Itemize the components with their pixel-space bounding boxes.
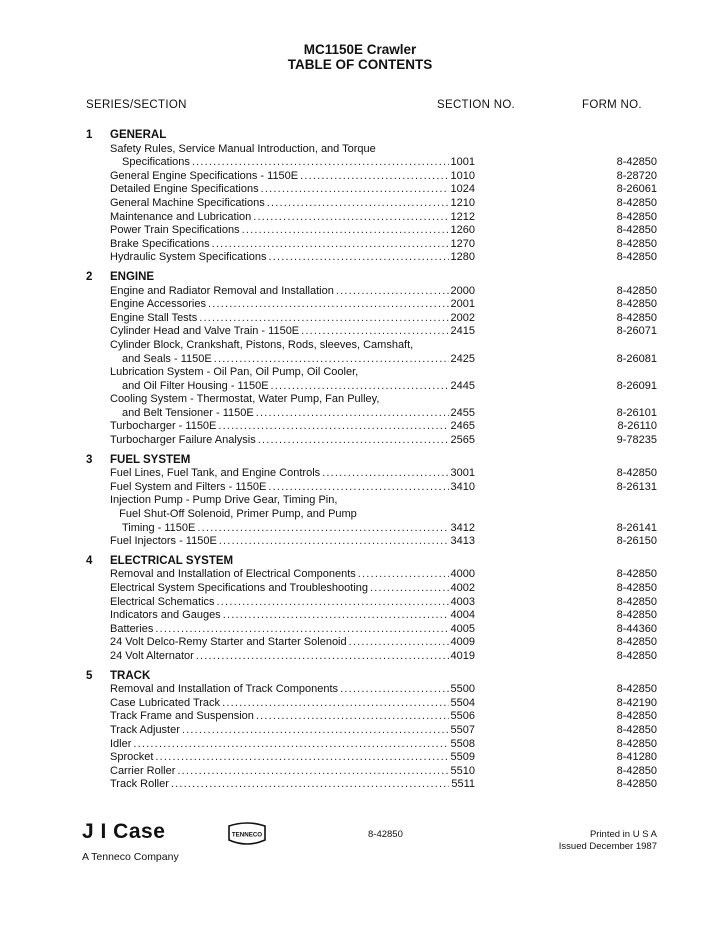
toc-entry	[0, 298, 720, 312]
section-number: 1	[86, 129, 93, 141]
section-number: 5	[86, 669, 93, 682]
form-no: 8-26150	[616, 535, 657, 548]
entry-title-continued: Safety Rules, Service Manual Introduction, and Torque	[110, 142, 376, 155]
form-no: 8-26131	[616, 480, 657, 493]
entry-title: Sprocket	[110, 751, 154, 764]
dot-leader	[155, 751, 448, 765]
entry-title: Track Adjuster	[110, 723, 180, 736]
entry-title: Detailed Engine Specifications	[110, 183, 259, 196]
form-no: 8-42850	[616, 778, 657, 791]
dot-leader	[370, 582, 448, 596]
section-no: 5500	[450, 683, 475, 696]
dot-leader	[177, 765, 448, 779]
section-no: 1024	[450, 183, 475, 196]
entry-title: Engine Stall Tests	[110, 311, 198, 324]
section-no: 4002	[450, 582, 475, 594]
section-no: 2565	[450, 434, 475, 447]
section-no: 4009	[450, 636, 475, 649]
form-no: 8-42850	[616, 609, 657, 622]
toc-entry	[0, 224, 720, 238]
entry-title: Indicators and Gauges	[110, 609, 221, 622]
dot-leader	[155, 623, 448, 637]
section-no: 3412	[450, 521, 475, 534]
form-no: 8-42850	[616, 284, 657, 297]
section-title: TRACK	[110, 669, 151, 682]
entry-title: General Engine Specifications - 1150E	[110, 169, 299, 182]
dot-leader	[192, 156, 449, 170]
form-no: 8-42850	[616, 737, 657, 750]
dot-leader	[182, 724, 449, 738]
tenneco-logo-icon	[227, 822, 267, 846]
document-subtitle: TABLE OF CONTENTS	[287, 57, 433, 72]
entry-title: Turbocharger - 1150E	[110, 420, 217, 433]
form-no: 8-42850	[616, 210, 657, 223]
toc-entry	[0, 751, 720, 765]
section-title: ENGINE	[110, 270, 155, 283]
entry-title: Idler	[110, 737, 132, 750]
entry-title: and Belt Tensioner - 1150E	[122, 406, 254, 419]
toc-entry	[0, 238, 720, 252]
form-no: 8-42850	[616, 224, 657, 237]
dot-leader	[268, 481, 448, 495]
toc-sections	[0, 129, 720, 798]
toc-entry	[0, 568, 720, 582]
entry-title: Hydraulic System Specifications	[110, 251, 267, 264]
toc-entry	[0, 765, 720, 779]
column-header-section: SECTION NO.	[437, 99, 516, 111]
section-no: 2445	[450, 379, 475, 392]
toc-entry	[0, 582, 720, 596]
section-no: 3413	[450, 535, 475, 548]
form-no: 8-28720	[616, 169, 657, 182]
entry-title-continued: Fuel Shut-Off Solenoid, Primer Pump, and Pump	[110, 508, 357, 521]
entry-title: 24 Volt Delco-Remy Starter and Starter Solenoid	[110, 636, 347, 649]
entry-title: Timing - 1150E	[122, 521, 196, 534]
form-no: 8-41280	[616, 751, 657, 764]
section-no: 5507	[450, 723, 475, 736]
dot-leader	[133, 738, 448, 752]
entry-title: Batteries	[110, 622, 154, 635]
form-no: 8-42850	[616, 467, 657, 480]
toc-entry	[0, 650, 720, 664]
section-no: 2455	[450, 406, 475, 419]
entry-title: Cylinder Head and Valve Train - 1150E	[110, 325, 300, 338]
form-no: 8-42850	[616, 595, 657, 608]
form-no: 9-78235	[616, 434, 657, 447]
toc-entry	[0, 434, 720, 448]
form-no: 8-42850	[616, 683, 657, 696]
column-header-form: FORM NO.	[582, 99, 642, 111]
form-no: 8-42850	[616, 764, 657, 777]
toc-entry	[0, 609, 720, 623]
toc-entry	[0, 738, 720, 752]
form-no: 8-26110	[617, 420, 657, 433]
section-number: 2	[86, 270, 93, 283]
entry-title: Power Train Specifications	[110, 224, 240, 237]
entry-title: Maintenance and Lubrication	[110, 210, 252, 223]
toc-entry	[0, 312, 720, 326]
toc-entry	[0, 183, 720, 197]
toc-section	[0, 555, 720, 664]
toc-entry	[0, 211, 720, 225]
entry-title: Turbocharger Failure Analysis	[110, 434, 256, 447]
section-no: 1001	[450, 156, 475, 169]
form-no: 8-26081	[616, 352, 657, 365]
entry-title: Carrier Roller	[110, 764, 176, 777]
toc-entry	[0, 596, 720, 610]
section-no: 1260	[450, 224, 475, 237]
entry-title: Engine and Radiator Removal and Installation	[110, 284, 334, 297]
dot-leader	[214, 353, 449, 367]
toc-entry	[0, 778, 720, 792]
toc-section	[0, 454, 720, 549]
dot-leader	[219, 535, 449, 549]
dot-leader	[256, 407, 449, 421]
entry-title: and Seals - 1150E	[122, 352, 212, 365]
form-no: 8-42850	[616, 636, 657, 649]
entry-title: Removal and Installation of Track Components	[110, 683, 339, 696]
toc-section	[0, 670, 720, 792]
form-no: 8-26071	[616, 325, 657, 338]
section-no: 5504	[450, 696, 475, 709]
column-header-series: SERIES/SECTION	[86, 99, 187, 111]
footer-form-number: 8-42850	[368, 829, 403, 840]
toc-entry	[0, 366, 720, 393]
section-no: 2002	[450, 311, 475, 324]
tenneco-logo-text: TENNECO	[231, 831, 263, 839]
dot-leader	[261, 183, 449, 197]
dot-leader	[197, 522, 448, 536]
section-no: 5508	[450, 737, 475, 750]
dot-leader	[222, 697, 448, 711]
dot-leader	[223, 609, 449, 623]
form-no: 8-42850	[616, 710, 657, 723]
section-no: 5509	[450, 751, 475, 764]
form-no: 8-42850	[616, 237, 657, 250]
company-tagline: A Tenneco Company	[82, 851, 179, 863]
entry-title: Fuel Lines, Fuel Tank, and Engine Controls	[110, 467, 321, 480]
printed-in: Printed in U S A	[589, 829, 657, 840]
form-no: 8-42850	[616, 649, 657, 662]
toc-entry	[0, 724, 720, 738]
form-no: 8-42850	[616, 723, 657, 736]
entry-title-continued: Cylinder Block, Crankshaft, Pistons, Rods, sleeves, Camshaft,	[110, 338, 414, 351]
entry-title: Track Roller	[110, 778, 169, 791]
toc-entry	[0, 420, 720, 434]
form-no: 8-42850	[616, 251, 657, 264]
document-title: MC1150E Crawler	[303, 42, 417, 57]
entry-title: Case Lubricated Track	[110, 696, 221, 709]
section-no: 2415	[450, 325, 475, 338]
form-no: 8-44360	[616, 622, 657, 635]
toc-entry	[0, 683, 720, 697]
toc-section	[0, 271, 720, 448]
dot-leader	[340, 683, 448, 697]
section-no: 4004	[450, 609, 475, 622]
entry-title: 24 Volt Alternator	[110, 649, 194, 662]
section-no: 1010	[450, 169, 475, 182]
entry-title: Electrical Schematics	[110, 595, 215, 608]
section-no: 1280	[450, 251, 475, 264]
dot-leader	[349, 636, 449, 650]
dot-leader	[269, 251, 449, 265]
toc-entry	[0, 710, 720, 724]
form-no: 8-42850	[616, 568, 657, 581]
section-no: 1212	[450, 210, 475, 223]
dot-leader	[208, 298, 449, 312]
dot-leader	[256, 710, 449, 724]
section-title: GENERAL	[110, 129, 167, 141]
dot-leader	[171, 778, 449, 792]
dot-leader	[242, 224, 449, 238]
entry-title-continued: Cooling System - Thermostat, Water Pump, Fan Pulley,	[110, 393, 380, 406]
section-title: FUEL SYSTEM	[110, 453, 191, 466]
form-no: 8-42850	[616, 196, 657, 209]
dot-leader	[300, 170, 448, 184]
form-no: 8-26091	[616, 379, 657, 392]
entry-title: Brake Specifications	[110, 237, 210, 250]
entry-title-continued: Injection Pump - Pump Drive Gear, Timing Pin,	[110, 494, 338, 507]
form-no: 8-42850	[616, 156, 657, 169]
dot-leader	[258, 434, 449, 448]
entry-title: Electrical System Specifications and Troubleshooting	[110, 582, 369, 594]
section-no: 2425	[450, 352, 475, 365]
toc-entry	[0, 325, 720, 339]
section-title: ELECTRICAL SYSTEM	[110, 554, 234, 567]
entry-title: General Machine Specifications	[110, 196, 265, 209]
form-no: 8-42190	[616, 696, 657, 709]
entry-title: Track Frame and Suspension	[110, 710, 254, 723]
section-no: 3410	[450, 480, 475, 493]
entry-title: Fuel Injectors - 1150E	[110, 535, 217, 548]
form-no: 8-26101	[616, 406, 657, 419]
toc-entry	[0, 170, 720, 184]
entry-title: Specifications	[122, 156, 190, 169]
entry-title-continued: Lubrication System - Oil Pan, Oil Pump, Oil Cooler,	[110, 366, 359, 379]
toc-entry	[0, 143, 720, 170]
dot-leader	[199, 312, 448, 326]
section-no: 5511	[451, 778, 475, 791]
toc-entry	[0, 339, 720, 366]
section-no: 2001	[450, 298, 475, 311]
dot-leader	[301, 325, 448, 339]
toc-entry	[0, 481, 720, 495]
section-no: 3001	[450, 467, 475, 480]
toc-section	[0, 129, 720, 265]
section-number: 3	[86, 453, 93, 466]
form-no: 8-26141	[616, 521, 657, 534]
section-no: 2465	[450, 420, 475, 433]
dot-leader	[271, 380, 449, 394]
issued-date: Issued December 1987	[558, 841, 657, 852]
section-no: 4005	[450, 622, 475, 635]
form-no: 8-42850	[616, 298, 657, 311]
print-info	[559, 829, 657, 853]
dot-leader	[212, 238, 449, 252]
section-no: 2000	[450, 284, 475, 297]
entry-title: Fuel System and Filters - 1150E	[110, 480, 267, 493]
dot-leader	[217, 596, 449, 610]
toc-entry	[0, 494, 720, 535]
section-no: 5510	[450, 764, 475, 777]
form-no: 8-42850	[616, 311, 657, 324]
section-no: 1270	[450, 237, 475, 250]
toc-entry	[0, 636, 720, 650]
form-no: 8-26061	[616, 183, 657, 196]
toc-entry	[0, 697, 720, 711]
dot-leader	[218, 420, 448, 434]
dot-leader	[196, 650, 449, 664]
toc-entry	[0, 197, 720, 211]
section-number: 4	[86, 554, 93, 567]
dot-leader	[336, 285, 449, 299]
toc-entry	[0, 251, 720, 265]
dot-leader	[253, 211, 448, 225]
section-no: 4019	[450, 649, 475, 662]
dot-leader	[322, 467, 448, 481]
form-no: 8-42850	[616, 582, 657, 594]
section-no: 1210	[450, 196, 475, 209]
section-no: 5506	[450, 710, 475, 723]
toc-entry	[0, 467, 720, 481]
entry-title: and Oil Filter Housing - 1150E	[122, 379, 269, 392]
toc-entry	[0, 285, 720, 299]
toc-entry	[0, 535, 720, 549]
section-no: 4000	[450, 568, 475, 581]
case-logo: J I Case	[82, 820, 166, 843]
dot-leader	[267, 197, 449, 211]
toc-entry	[0, 623, 720, 637]
entry-title: Engine Accessories	[110, 298, 206, 311]
entry-title: Removal and Installation of Electrical Components	[110, 568, 356, 581]
section-no: 4003	[450, 595, 475, 608]
toc-entry	[0, 393, 720, 420]
dot-leader	[358, 568, 449, 582]
